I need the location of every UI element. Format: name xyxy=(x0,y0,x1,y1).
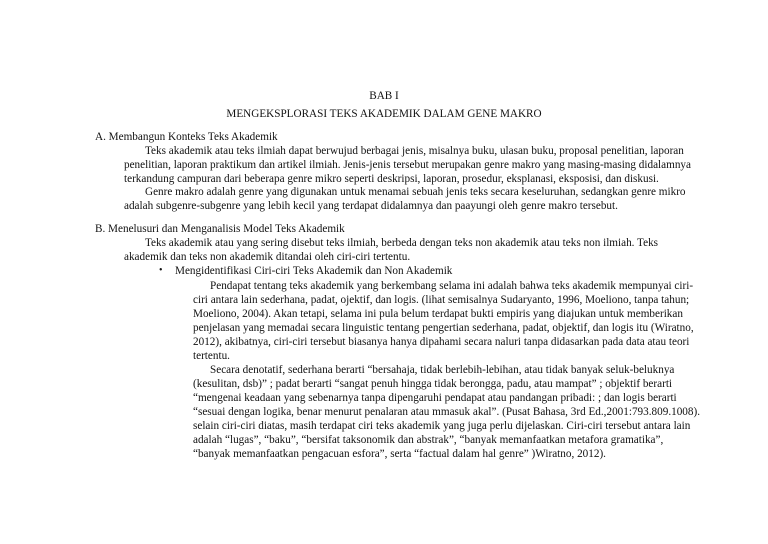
section-a-line: terkandung campuran dari beberapa genre mikro seperti deskripsi, laporan, prosedur, eksplanasi, eksposisi, dan diskusi. xyxy=(124,173,659,185)
paragraph-line: “banyak memanfaatkan pengacuan esfora”, serta “factual dalam hal genre” )Wiratno, 2012). xyxy=(193,448,606,460)
bullet-heading: Mengidentifikasi Ciri-ciri Teks Akademik dan Non Akademik xyxy=(175,265,453,277)
paragraph-line: penjelasan yang memadai secara linguistic tentang pengertian sederhana, padat, objektif, dan logis itu (Wiratno, xyxy=(193,322,694,334)
section-a-heading: A. Membangun Konteks Teks Akademik xyxy=(95,131,278,143)
section-a-line: adalah subgenre-subgenre yang lebih kecil yang terdapat didalamnya dan paayungi oleh genre makro tersebut. xyxy=(124,200,618,212)
bullet-icon: • xyxy=(159,265,163,276)
section-b-line: Teks akademik atau yang sering disebut teks ilmiah, berbeda dengan teks non akademik atau teks non ilmiah. Teks xyxy=(145,237,659,249)
section-b-line: akademik dan teks non akademik ditandai oleh ciri-ciri tertentu. xyxy=(124,251,411,263)
paragraph-line: “sesuai dengan logika, benar menurut penalaran atau mmasuk akal”. (Pusat Bahasa, 3rd Ed.,2001:793.809.1008). xyxy=(193,406,701,418)
paragraph-line: 2012), akibatnya, ciri-ciri tersebut biasanya hanya dipahami secara naluri tanpa didasarkan pada data atau teori xyxy=(193,336,690,348)
paragraph-line: “mengenai keadaan yang sebenarnya tanpa dipengaruhi pendapat atau pandangan pribadi: ; dan logis berarti xyxy=(193,392,677,404)
section-a-line: penelitian, laporan praktikum dan artikel ilmiah. Jenis-jenis tersebut merupakan genre makro yang masing-masing didalamnya xyxy=(124,159,691,171)
chapter-title: MENGEKSPLORASI TEKS AKADEMIK DALAM GENE MAKRO xyxy=(226,108,542,120)
paragraph-line: Secara denotatif, sederhana berarti “bersahaja, tidak berlebih-lebihan, atau tidak banyak seluk-beluknya xyxy=(210,364,675,376)
chapter-label: BAB I xyxy=(369,90,399,102)
paragraph-line: Moeliono, 2004). Akan tetapi, selama ini pula belum terdapat bukti empiris yang diajukan untuk memberikan xyxy=(193,308,683,320)
paragraph-line: ciri antara lain sederhana, padat, ojektif, dan logis. (lihat semisalnya Sudaryanto, 1996, Moeliono, tanpa tahun; xyxy=(193,294,690,306)
paragraph-line: adalah “lugas”, “baku”, “bersifat taksonomik dan abstrak”, “banyak memanfaatkan metafora gramatika”, xyxy=(193,434,664,446)
paragraph-line: Pendapat tentang teks akademik yang berkembang selama ini adalah bahwa teks akademik mempunyai ciri- xyxy=(210,280,694,292)
paragraph-line: tertentu. xyxy=(193,350,230,362)
section-a-line: Teks akademik atau teks ilmiah dapat berwujud berbagai jenis, misalnya buku, ulasan buku, proposal penelitian, laporan xyxy=(145,145,684,157)
section-a-line: Genre makro adalah genre yang digunakan untuk menamai sebuah jenis teks secara keseluruhan, sedangkan genre mikro xyxy=(145,186,686,198)
section-b-heading: B. Menelusuri dan Menganalisis Model Teks Akademik xyxy=(95,223,345,235)
paragraph-line: (kesulitan, dsb)” ; padat berarti “sangat penuh hingga tidak berongga, padu, atau mampat” ; objektif berarti xyxy=(193,378,673,390)
paragraph-line: selain ciri-ciri diatas, masih terdapat ciri teks akademik yang juga perlu dijelaskan. Ciri-ciri tersebut antara lain xyxy=(193,420,691,432)
